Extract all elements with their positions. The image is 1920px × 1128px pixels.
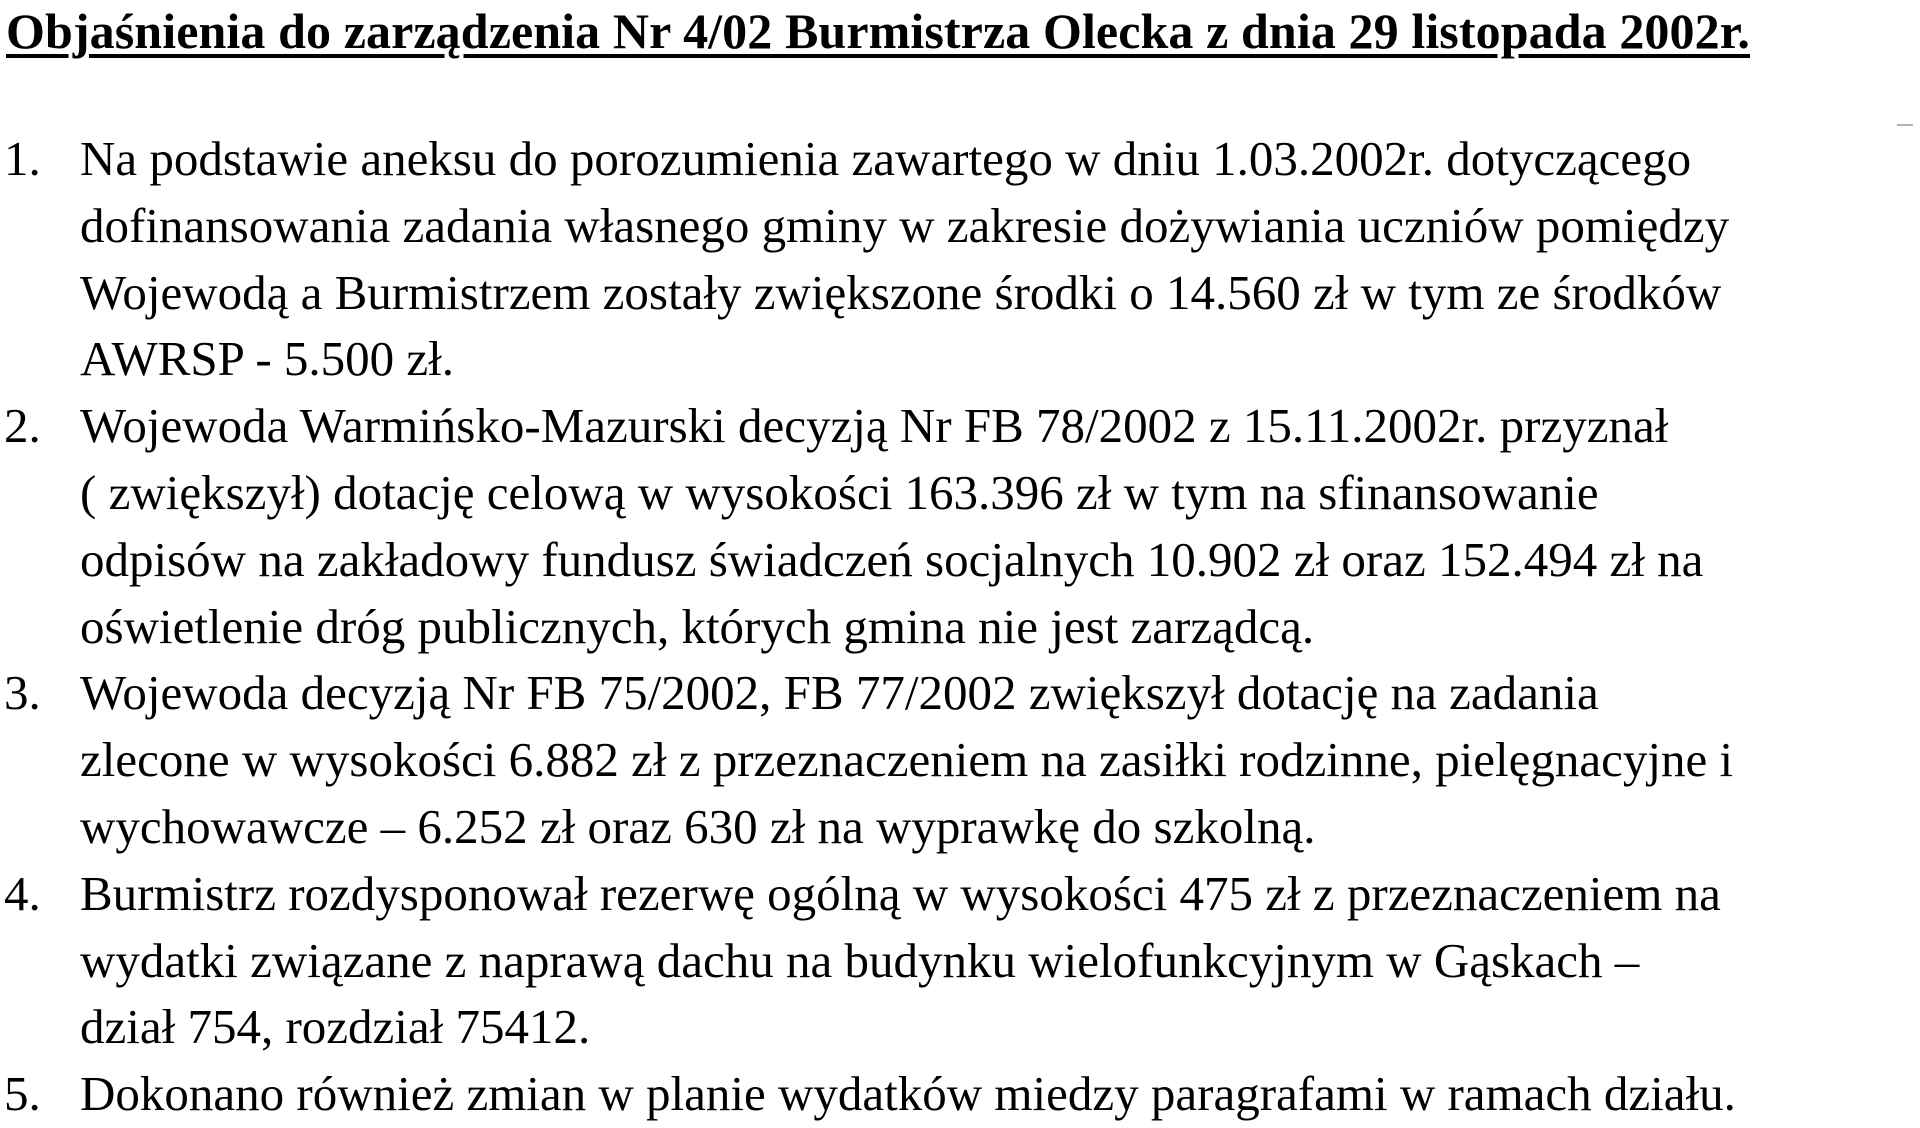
item-text-line: wychowawcze – 6.252 zł oraz 630 zł na wyprawkę do szkolną. <box>80 798 1316 854</box>
item-number: 5. <box>4 1066 41 1122</box>
item-text-line: oświetlenie dróg publicznych, których gmina nie jest zarządcą. <box>80 598 1315 654</box>
list-item <box>0 126 1920 393</box>
item-text-line: Wojewoda Warmińsko-Mazurski decyzją Nr FB 78/2002 z 15.11.2002r. przyznał <box>80 398 1669 454</box>
list-item <box>0 393 1920 660</box>
list-item <box>0 861 1920 1061</box>
item-text-line: Dokonano również zmian w planie wydatków miedzy paragrafami w ramach działu. <box>80 1066 1736 1122</box>
item-text-line: Wojewodą a Burmistrzem zostały zwiększone środki o 14.560 zł w tym ze środków <box>80 264 1722 320</box>
item-number: 1. <box>4 131 41 186</box>
item-text-line: dofinansowania zadania własnego gminy w zakresie dożywiania uczniów pomiędzy <box>80 197 1730 253</box>
item-number: 4. <box>4 865 41 921</box>
list-item <box>0 1061 1920 1128</box>
item-text-line: Wojewoda decyzją Nr FB 75/2002, FB 77/2002 zwiększył dotację na zadania <box>80 665 1599 721</box>
item-text-line: Na podstawie aneksu do porozumienia zawartego w dniu 1.03.2002r. dotyczącego <box>80 131 1692 186</box>
item-text-line: ( zwiększył) dotację celową w wysokości 163.396 zł w tym na sfinansowanie <box>80 464 1599 520</box>
item-text-line: zlecone w wysokości 6.882 zł z przeznaczeniem na zasiłki rodzinne, pielęgnacyjne i <box>80 732 1734 788</box>
list-item <box>0 660 1920 860</box>
item-text-line: AWRSP - 5.500 zł. <box>80 331 455 387</box>
item-text-line: Burmistrz rozdysponował rezerwę ogólną w wysokości 475 zł z przeznaczeniem na <box>80 865 1721 921</box>
item-number: 2. <box>4 398 41 454</box>
item-text-line: wydatki związane z naprawą dachu na budynku wielofunkcyjnym w Gąskach – <box>80 932 1640 988</box>
item-number: 3. <box>4 665 41 721</box>
item-text-line: dział 754, rozdział 75412. <box>80 999 591 1055</box>
explanation-list <box>0 126 1920 1128</box>
item-text-line: odpisów na zakładowy fundusz świadczeń socjalnych 10.902 zł oraz 152.494 zł na <box>80 531 1704 587</box>
document-title: Objaśnienia do zarządzenia Nr 4/02 Burmistrza Olecka z dnia 29 listopada 2002r. <box>6 3 1751 59</box>
